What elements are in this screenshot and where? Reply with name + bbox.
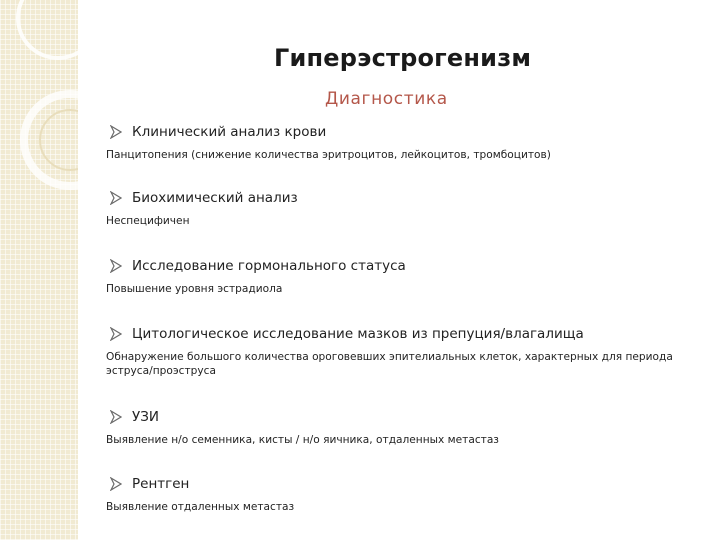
list-item xyxy=(106,258,706,296)
item-detail: Панцитопения (снижение количества эритроцитов, лейкоцитов, тромбоцитов) xyxy=(106,149,551,161)
item-heading: Клинический анализ крови xyxy=(132,124,327,140)
arrowhead-bullet-icon xyxy=(110,410,122,424)
arrowhead-bullet-icon xyxy=(110,327,122,341)
item-detail: Повышение уровня эстрадиола xyxy=(106,283,283,295)
arrowhead-bullet-icon xyxy=(110,191,122,205)
item-detail: Выявление н/о семенника, кисты / н/о яичника, отдаленных метастаз xyxy=(106,434,499,446)
list-item xyxy=(106,409,706,447)
item-heading: Биохимический анализ xyxy=(132,190,298,206)
slide-title: Гиперэстрогенизм xyxy=(274,44,532,72)
list-item xyxy=(106,190,706,228)
item-detail: Выявление отдаленных метастаз xyxy=(106,501,295,513)
decorative-circles xyxy=(0,0,78,540)
item-heading: УЗИ xyxy=(132,409,159,425)
arrowhead-bullet-icon xyxy=(110,477,122,491)
list-item xyxy=(106,476,706,514)
arrowhead-bullet-icon xyxy=(110,125,122,139)
item-detail: Обнаружение большого количества ороговевших эпителиальных клеток, характерных для периода эструса/проэструса xyxy=(106,351,673,377)
decorative-side-strip xyxy=(0,0,78,540)
item-heading: Цитологическое исследование мазков из препуция/влагалища xyxy=(132,326,584,342)
item-detail: Неспецифичен xyxy=(106,215,190,227)
arrowhead-bullet-icon xyxy=(110,259,122,273)
item-heading: Исследование гормонального статуса xyxy=(132,258,406,274)
list-item xyxy=(106,124,706,162)
list-item xyxy=(106,326,706,378)
slide-subtitle: Диагностика xyxy=(325,89,448,109)
item-heading: Рентген xyxy=(132,476,190,492)
